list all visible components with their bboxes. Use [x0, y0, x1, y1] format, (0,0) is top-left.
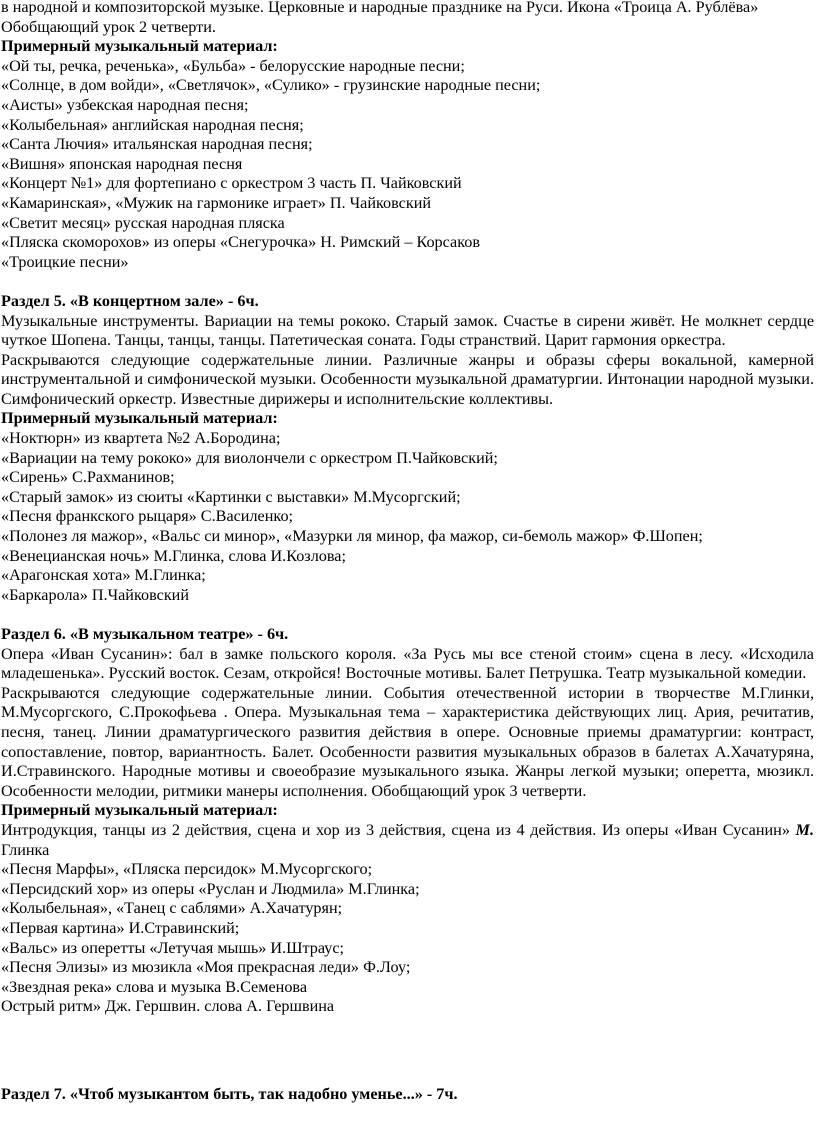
list-item: «Пляска скоморохов» из оперы «Снегурочка» Н. Римский – Корсаков — [1, 233, 480, 252]
list-item: «Персидский хор» из оперы «Руслан и Людмила» М.Глинка; — [1, 879, 420, 898]
material-heading: Примерный музыкальный материал: — [1, 409, 278, 428]
list-item: «Колыбельная» английская народная песня; — [1, 115, 304, 134]
list-item: «Песня Элизы» из мюзикла «Моя прекрасная леди» Ф.Лоу; — [1, 958, 411, 977]
list-item: «Вишня» японская народная песня — [1, 154, 243, 173]
list-item: «Песня франкского рыцаря» С.Василенко; — [1, 507, 294, 526]
section-5-paragraph: Музыкальные инструменты. Вариации на темы рококо. Старый замок. Счастье в сирени живёт. Не молкнет сердце чуткое Шопена. Танцы, танцы, танцы. Патетическая соната. Годы странствий. Царит гармония оркестра. — [1, 311, 814, 350]
list-item: «Сирень» С.Рахманинов; — [1, 468, 175, 487]
list-item: «Ой ты, речка, реченька», «Бульба» - белорусские народные песни; — [1, 56, 465, 75]
intro-line: Обобщающий урок 2 четверти. — [1, 17, 216, 36]
list-item: Острый ритм» Дж. Гершвин. слова А. Гершвина — [1, 997, 335, 1016]
first-item-initial: М. — [795, 820, 814, 839]
list-item: «Аисты» узбекская народная песня; — [1, 95, 249, 114]
section-5-paragraph: Раскрываются следующие содержательные линии. Различные жанры и образы сферы вокальной, камерной инструментальной и симфонической музыки. Особенности музыкальной драматургии. Интонации народной музыки. Симфонический оркестр. Известные дирижеры и исполнительские коллективы. — [1, 350, 814, 408]
section-6-paragraph: Опера «Иван Сусанин»: бал в замке польского короля. «За Русь мы все стеной стоим» сцена в лесу. «Исходила младешенька». Русский восток. Сезам, откройся! Восточные мотивы. Балет Петрушка. Театр музыкальной комедии. — [1, 644, 814, 683]
section-7-heading: Раздел 7. «Чтоб музыкантом быть, так надобно уменье...» - 7ч. — [1, 1084, 458, 1103]
first-item-surname: Глинка — [1, 840, 50, 859]
list-item: «Баркарола» П.Чайковский — [1, 585, 190, 604]
list-item: «Арагонская хота» М.Глинка; — [1, 566, 206, 585]
section-6-material-list — [1, 860, 814, 1017]
section-6-first-item — [1, 821, 814, 860]
list-item: «Ноктюрн» из квартета №2 А.Бородина; — [1, 429, 281, 448]
list-item: «Вариации на тему рококо» для виолончели с оркестром П.Чайковский; — [1, 448, 498, 467]
list-item: «Старый замок» из сюиты «Картинки с выставки» М.Мусоргский; — [1, 487, 461, 506]
section-5-material-list — [1, 429, 814, 605]
list-item: «Концерт №1» для фортепиано с оркестром 3 часть П. Чайковский — [1, 174, 462, 193]
material-heading: Примерный музыкальный материал: — [1, 801, 278, 820]
section-6-paragraph: Раскрываются следующие содержательные линии. События отечественной истории в творчестве М.Глинки, М.Мусоргского, С.Прокофьева . Опера. Музыкальная тема – характеристика действующих лиц. Ария, речитатив, песня, танец. Линии драматургического развития действия в опере. Основные приемы драматургии: контраст, сопоставление, повтор, вариантность. Балет. Особенности развития музыкальных образов в балетах А.Хачатуряна, И.Стравинского. Народные мотивы и своеобразие музыкального языка. Жанры легкой музыки; оперетта, мюзикл. Особенности мелодии, ритмики манеры исполнения. Обобщающий урок 3 четверти. — [1, 683, 814, 800]
list-item: «Венецианская ночь» М.Глинка, слова И.Козлова; — [1, 546, 346, 565]
document-page — [1, 0, 814, 1104]
list-item: «Песня Марфы», «Пляска персидок» М.Мусоргского; — [1, 860, 373, 879]
list-item: «Колыбельная», «Танец с саблями» А.Хачатурян; — [1, 899, 343, 918]
section-6-heading: Раздел 6. «В музыкальном театре» - 6ч. — [1, 625, 289, 643]
list-item: «Светит месяц» русская народная пляска — [1, 213, 285, 232]
list-item: «Первая картина» И.Стравинский; — [1, 918, 240, 937]
intro-line: в народной и композиторской музыке. Церковные и народные празднике на Руси. Икона «Троица А. Рублёва» — [1, 0, 759, 16]
list-item: «Звездная река» слова и музыка В.Семенова — [1, 977, 308, 996]
section-5-heading: Раздел 5. «В концертном зале» - 6ч. — [1, 291, 259, 310]
material-list — [1, 57, 814, 273]
list-item: «Вальс» из оперетты «Летучая мышь» И.Штраус; — [1, 938, 344, 957]
list-item: «Полонез ля мажор», «Вальс си минор», «Мазурки ля минор, фа мажор, си-бемоль мажор» Ф.Шопен; — [1, 527, 703, 546]
list-item: «Камаринская», «Мужик на гармонике играет» П. Чайковский — [1, 193, 432, 212]
material-heading: Примерный музыкальный материал: — [1, 37, 278, 56]
list-item: «Солнце, в дом войди», «Светлячок», «Сулико» - грузинские народные песни; — [1, 76, 541, 95]
list-item: «Троицкие песни» — [1, 252, 129, 271]
first-item-text: Интродукция, танцы из 2 действия, сцена и хор из 3 действия, сцена из 4 действия. Из оперы «Иван Сусанин» — [1, 820, 790, 839]
list-item: «Санта Лючия» итальянская народная песня; — [1, 135, 313, 154]
